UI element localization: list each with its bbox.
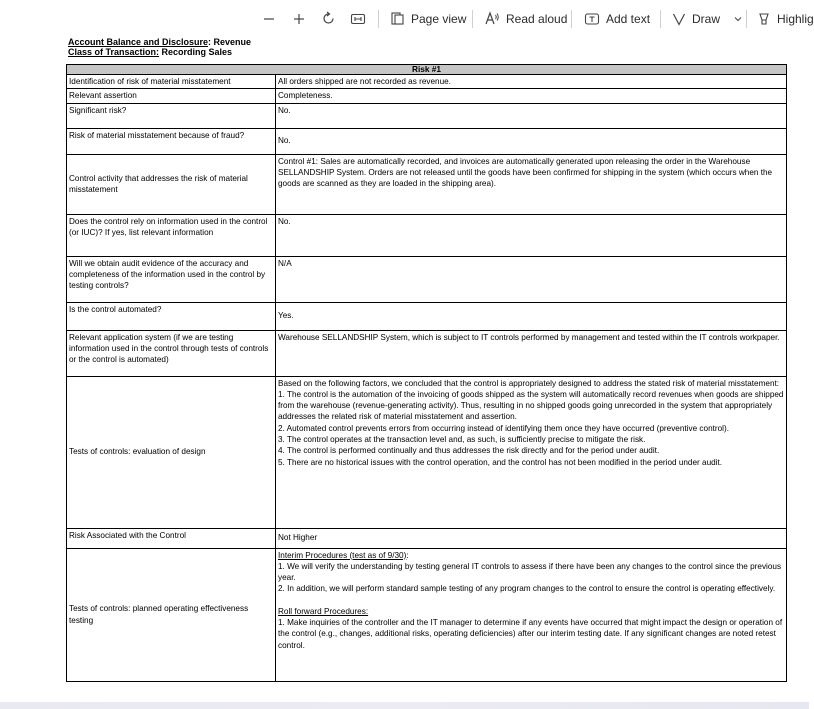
class-of-transaction-value: Recording Sales — [159, 47, 233, 57]
table-row — [67, 75, 787, 89]
read-aloud-button[interactable] — [484, 0, 567, 37]
account-balance-line — [68, 37, 251, 47]
row-value: No. — [276, 103, 787, 128]
table-title: Risk #1 — [67, 65, 787, 75]
toolbar-divider — [571, 10, 572, 28]
add-text-button[interactable] — [584, 0, 650, 37]
rotate-icon — [321, 11, 336, 26]
row-label: Does the control rely on information used in the control (or IUC)? If yes, list relevant information — [67, 214, 276, 256]
design-point: 4. The control is performed continually and thus addresses the risk directly and for the period under audit. — [278, 446, 660, 456]
interim-colon: : — [406, 550, 409, 560]
draw-button[interactable] — [672, 0, 743, 37]
table-row — [67, 548, 787, 681]
interim-title: Interim Procedures (test as of 9/30) — [278, 550, 407, 560]
table-row — [67, 376, 787, 528]
read-aloud-icon — [484, 11, 500, 26]
operating-cell — [276, 548, 787, 681]
design-point: 2. Automated control prevents errors from occurring instead of identifying them once they have occurred (preventive control). — [278, 423, 729, 433]
table-row — [67, 528, 787, 548]
row-value: All orders shipped are not recorded as revenue. — [276, 75, 787, 89]
row-label: Tests of controls: evaluation of design — [67, 376, 276, 528]
highlight-icon — [757, 12, 771, 26]
toolbar-divider — [746, 10, 747, 28]
page-view-button[interactable] — [390, 0, 466, 37]
account-balance-label: Account Balance and Disclosure — [68, 37, 209, 47]
fit-page-button[interactable] — [350, 0, 366, 37]
plus-icon — [292, 12, 306, 26]
design-intro: Based on the following factors, we concluded that the control is appropriately designed to address the stated risk of material misstatement: — [278, 378, 780, 388]
fit-page-icon — [350, 12, 366, 26]
interim-point: 1. We will verify the understanding by testing general IT controls to assess if there have been any changes to the control since the previous year. — [278, 561, 782, 583]
design-point: 1. The control is the automation of the invoicing of goods shipped as the system will automatically record revenues when goods are shipped from the warehouse (revenue-generating activity). Thus, resulting in no shipped goods going unrecorded in the system that appropriately addresses the related risk of material misstatement and assertion. — [278, 389, 784, 422]
row-label: Identification of risk of material misstatement — [67, 75, 276, 89]
row-value: Control #1: Sales are automatically recorded, and invoices are automatically generated upon releasing the order in the Warehouse SELLANDSHIP System. Orders are not released until the goods have been confirmed for shipping in the system (which occurs when the goods are scanned as they are loaded in the shipping area). — [276, 154, 787, 214]
table-row — [67, 214, 787, 256]
account-balance-value: : Revenue — [208, 37, 252, 47]
table-row — [67, 128, 787, 154]
table-row — [67, 256, 787, 302]
row-value: N/A — [276, 256, 787, 302]
row-label: Significant risk? — [67, 103, 276, 128]
highlight-button[interactable] — [757, 0, 814, 37]
interim-heading — [278, 550, 784, 561]
row-label: Will we obtain audit evidence of the accuracy and completeness of the information used in the control by testing controls? — [67, 256, 276, 302]
page-view-label: Page view — [411, 11, 467, 26]
minus-icon — [262, 12, 276, 26]
zoom-out-button[interactable] — [262, 0, 276, 37]
row-label: Risk Associated with the Control — [67, 528, 276, 548]
interim-point: 2. In addition, we will perform standard sample testing of any program changes to the control to ensure the control is operating effectively. — [278, 584, 776, 594]
spacer — [278, 595, 784, 606]
taskbar-edge — [0, 702, 809, 709]
table-row — [67, 330, 787, 376]
class-of-transaction-label: Class of Transaction: — [68, 47, 160, 57]
table-row — [67, 154, 787, 214]
row-value: Yes. — [276, 302, 787, 330]
add-text-icon — [584, 12, 600, 26]
add-text-label: Add text — [606, 11, 651, 26]
row-label: Tests of controls: planned operating effectiveness testing — [67, 548, 276, 681]
row-value: Not Higher — [276, 528, 787, 548]
toolbar-divider — [660, 10, 661, 28]
highlight-label: Highlig — [777, 11, 814, 26]
pdf-page — [0, 37, 809, 709]
rollforward-title: Roll forward Procedures: — [278, 606, 369, 616]
design-point: 5. There are no historical issues with the control operation, and the control has not been modified in the period under audit. — [278, 457, 723, 467]
chevron-down-icon[interactable] — [733, 14, 743, 24]
table-row — [67, 103, 787, 128]
design-point: 3. The control operates at the transaction level and, as such, is sufficiently precise to mitigate the risk. — [278, 435, 646, 445]
row-label: Control activity that addresses the risk of material misstatement — [67, 154, 276, 214]
row-label: Is the control automated? — [67, 302, 276, 330]
page-view-icon — [390, 11, 405, 26]
zoom-in-button[interactable] — [292, 0, 306, 37]
row-label: Risk of material misstatement because of fraud? — [67, 128, 276, 154]
draw-label: Draw — [692, 11, 721, 26]
table-row — [67, 302, 787, 330]
row-value: No. — [276, 128, 787, 154]
risk-table — [66, 64, 787, 682]
design-cell — [276, 376, 787, 528]
rollforward-point: 1. Make inquiries of the controller and the IT manager to determine if any events have occurred that might impact the design or operation of the control (e.g., changes, additional risks, operating deficiencies) after our interim testing date. If any significant changes are noted retest control. — [278, 618, 783, 650]
table-row — [67, 89, 787, 103]
class-of-transaction-line — [68, 47, 232, 57]
rotate-button[interactable] — [321, 0, 336, 37]
read-aloud-label: Read aloud — [506, 11, 568, 26]
pdf-toolbar — [0, 0, 814, 38]
row-value: No. — [276, 214, 787, 256]
row-label: Relevant application system (if we are testing information used in the control through tests of controls or the control is automated) — [67, 330, 276, 376]
row-label: Relevant assertion — [67, 89, 276, 103]
row-value: Completeness. — [276, 89, 787, 103]
toolbar-divider — [472, 10, 473, 28]
row-value: Warehouse SELLANDSHIP System, which is subject to IT controls performed by management and tested within the IT controls workpaper. — [276, 330, 787, 376]
draw-icon — [672, 12, 686, 26]
toolbar-divider — [378, 10, 379, 28]
